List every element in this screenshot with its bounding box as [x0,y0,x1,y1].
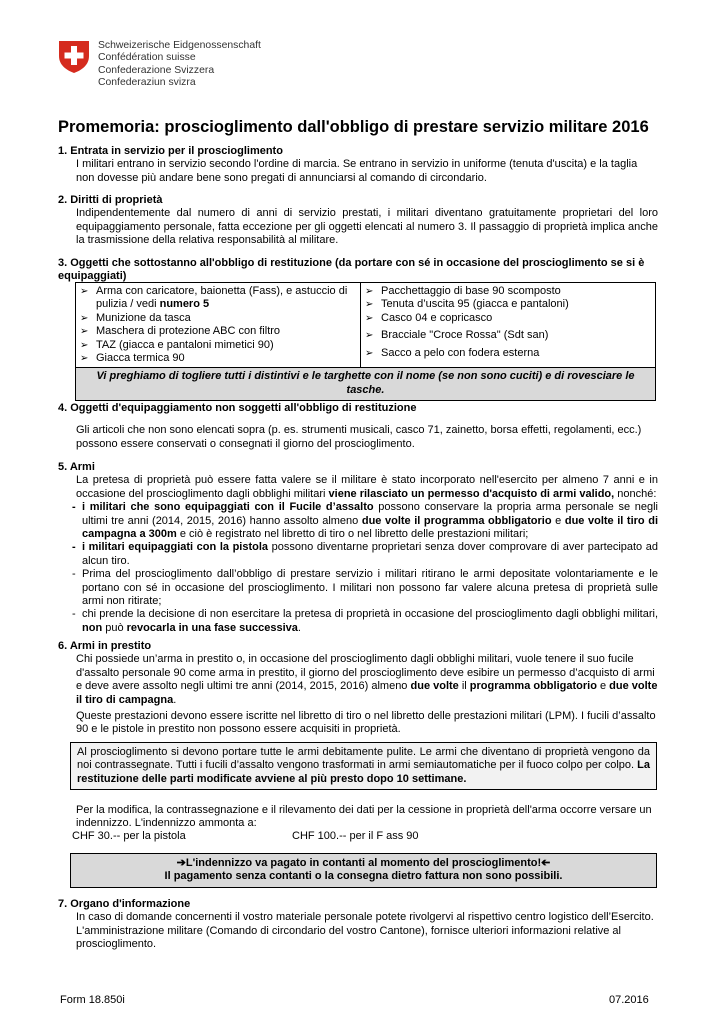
arrow-bullet-icon: ➢ [365,299,374,311]
section-1-text: I militari entrano in servizio secondo l'ordine di marcia. Se entrano in servizio in uniforme (tenuta d'uscita) e la taglia non dovesse più andare bene sono pregati di annunciarsi al comando di circondario. [76,158,638,184]
section-2-text: Indipendentemente dal numero di anni di servizio prestati, i militari diventano gratuitamente proprietari del loro equipaggiamento personale, fatta eccezione per gli oggetti elencati al numero 3. Il passaggio di proprietà implica anche la trasmissione della relativa responsabilità al militare. [76,207,658,247]
arrow-bullet-icon: ➢ [80,326,89,338]
remove-insignia-note: Vi preghiamo di togliere tutti i distintivi e le targhette con il nome (se non sono cuciti) e di rovesciare le tasche. [76,367,655,400]
section-6-heading: 6. Armi in prestito [58,640,152,652]
org-line-rm: Confederaziun svizra [98,76,196,88]
form-date: 07.2016 [609,994,649,1006]
list-item: ➢ Tenuta d’uscita 95 (giacca e pantaloni) [365,298,569,311]
arrow-left-icon: ➔ [541,857,551,869]
section-5 [58,461,658,635]
section-3-heading: 3. Oggetti che sottostanno all'obbligo di restituzione (da portare con sé in occasione del proscioglimento se si è equipaggiati) [58,257,645,283]
section-3 [58,257,658,284]
compensation-fees [72,830,472,843]
list-item: ➢ Bracciale "Croce Rossa" (Sdt san) [365,329,549,342]
arrow-bullet-icon: ➢ [80,286,89,297]
fee-rifle: CHF 100.-- per il F ass 90 [292,830,419,842]
section-6-paragraph-2: Queste prestazioni devono essere iscritte nel libretto di tiro o nel libretto delle prestazioni militari (LPM). I fucili d’assalto 90 e le pistole in prestito non possono essere acquisiti in proprietà. [76,710,656,736]
list-item: ➢ Munizione da tasca [80,311,191,324]
list-item: ➢ Arma con caricatore, baionetta (Fass), e astuccio di pulizia / vedi numero 5 [80,285,348,311]
org-line-it: Confederazione Svizzera [98,64,215,76]
section-1-heading: 1. Entrata in servizio per il proscioglimento [58,145,283,157]
arrow-right-icon: ➔ [176,857,186,869]
arrow-bullet-icon: ➢ [80,353,89,365]
list-item: ➢ Pacchettaggio di base 90 scomposto [365,285,561,297]
list-item: ➢ Casco 04 e copricasco [365,311,493,324]
federal-administration-name [98,40,261,89]
list-item: ➢ Giacca termica 90 [80,352,185,365]
list-item: - i militari equipaggiati con la pistola possono diventarne proprietari senza dover comprovare di aver partecipato ad alcun tiro. [72,541,658,568]
section-7-heading: 7. Organo d'informazione [58,898,191,910]
form-number: Form 18.850i [60,994,125,1006]
section-4 [58,402,658,451]
page-title: Promemoria: proscioglimento dall'obbligo di prestare servizio militare 2016 [58,118,649,136]
arrow-bullet-icon: ➢ [365,286,374,297]
arrow-bullet-icon: ➢ [80,339,89,351]
section-6-paragraph-1: Chi possiede un’arma in prestito o, in occasione del proscioglimento dagli obblighi militari, vuole tenere il suo fucile d'assalto personale 90 come arma in prestito, il giorno del proscioglimento deve esibire un permesso d’acquisto di armi e deve avere assolto negli ultimi tre anni (2014, 2015, 2016) almeno due volte il programma obbligatorio e due volte il tiro di campagna. [76,653,658,706]
section-5-intro: La pretesa di proprietà può essere fatta valere se il militare è stato incorporato nell'esercito per almeno 7 anni e in occasione del proscioglimento dagli obblighi militari viene rilasciato un permesso d'acquisto di armi valido, nonché: [76,474,658,500]
section-7 [58,898,658,952]
returnable-items-left-column [76,283,361,367]
section-4-heading: 4. Oggetti d'equipaggiamento non soggetti all'obbligo di restituzione [58,402,417,414]
list-item: ➢ Maschera di protezione ABC con filtro [80,325,281,338]
section-1 [58,145,658,185]
list-item: - chi prende la decisione di non esercitare la pretesa di proprietà in occasione del proscioglimento dagli obblighi militari, non può revocarla in una fase successiva. [72,608,658,635]
arrow-bullet-icon: ➢ [365,347,374,359]
cash-payment-notice: ➔L'indennizzo va pagato in contanti al momento del proscioglimento!➔ Il pagamento senza contanti o la consegna dietro fattura non sono possibili. [70,853,657,888]
arrow-bullet-icon: ➢ [365,330,374,342]
arrow-bullet-icon: ➢ [80,312,89,324]
section-2 [58,194,658,248]
list-item: - Prima del proscioglimento dall’obbligo di prestare servizio i militari ritirano le armi depositate volontariamente e le portano con sé in occasione del proscioglimento. I militari non possono far valere alcuna pretesa di proprietà sulle armi non ritirate; [72,568,658,608]
section-7-text: In caso di domande concernenti il vostro materiale personale potete rivolgervi al rispettivo centro logistico dell’Esercito. L'amministrazione militare (Comando di circondario del vostro Cantone), fornisce ulteriori informazioni relative al proscioglimento. [76,911,654,951]
weapons-cleaning-notice: Al proscioglimento si devono portare tutte le armi debitamente pulite. Le armi che diventano di proprietà vengono da noi contrassegnate. Tutti i fucili d’assalto vengono trasformati in armi semiautomatiche per il fuoco colpo per colpo. La restituzione delle parti modificate avviene al più presto dopo 10 settimane. [70,742,657,790]
list-item: - i militari che sono equipaggiati con il Fucile d’assalto possono conservare la propria arma personale se negli ultimi tre anni (2014, 2015, 2016) hanno assolto almeno due volte il programma obbligatorio e due volte il tiro di campagna a 300m e ciò è registrato nel libretto di tiro o nel libretto delle prestazioni militari; [72,501,658,541]
list-item: ➢ TAZ (giacca e pantaloni mimetici 90) [80,338,274,351]
cash-payment-notice-line-2: Il pagamento senza contanti o la consegna dietro fattura non sono possibili. [164,870,563,883]
fee-pistol: CHF 30.-- per la pistola [72,830,186,842]
arrow-bullet-icon: ➢ [365,312,374,324]
returnable-items-right-column [361,283,653,367]
section-6 [58,640,658,737]
section-4-text: Gli articoli che non sono elencati sopra (p. es. strumenti musicali, casco 71, zainetto, borsa effetti, regolamenti, ecc.) possono essere conservati o consegnati il giorno del proscioglimento. [76,424,642,450]
section-5-conditions [72,501,658,635]
swiss-coat-of-arms-logo [58,40,90,74]
compensation-text: Per la modifica, la contrassegnazione e il rilevamento dei dati per la cessione in proprietà dell'arma occorre versare un indennizzo. L'indennizzo ammonta a: [76,804,652,830]
org-line-fr: Confédération suisse [98,52,196,64]
section-5-heading: 5. Armi [58,461,95,473]
list-item: ➢ Sacco a pelo con fodera esterna [365,346,540,359]
org-line-de: Schweizerische Eidgenossenschaft [98,40,261,51]
section-2-heading: 2. Diritti di proprietà [58,194,163,206]
compensation-info [76,804,658,831]
returnable-items-table [75,282,656,401]
